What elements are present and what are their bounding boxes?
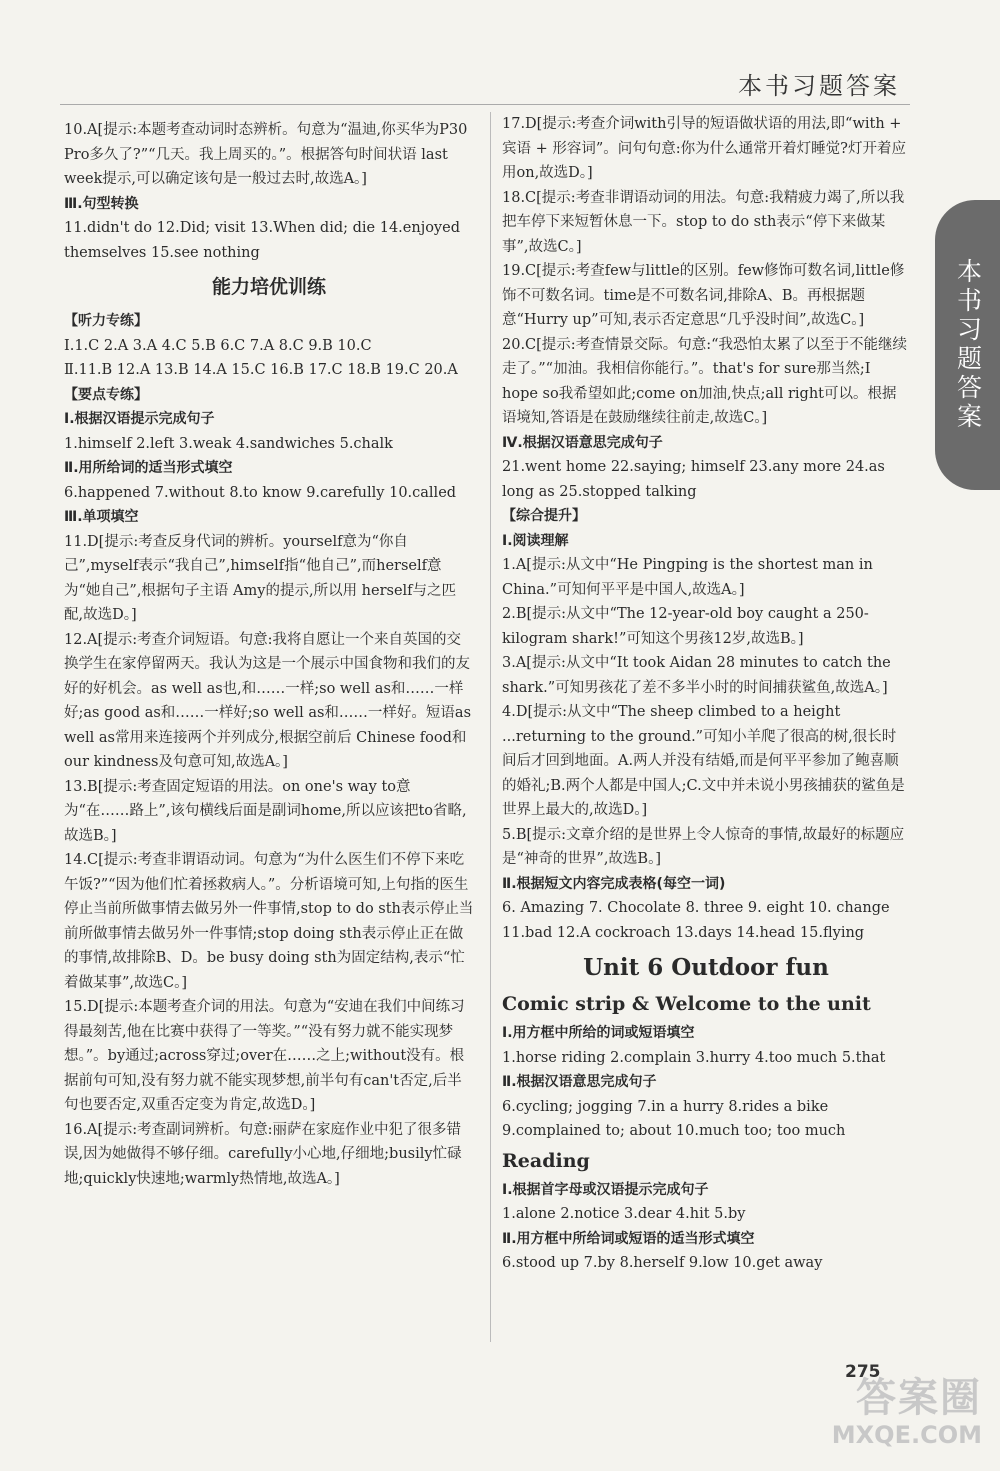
left-column	[64, 118, 474, 1191]
watermark-site: MXQE.COM	[831, 1421, 982, 1449]
section-heading: Ⅱ.用所给词的适当形式填空	[64, 460, 233, 476]
answer-text: 11.didn't do 12.Did; visit 13.When did; die 14.enjoyed themselves 15.see nothing	[64, 220, 460, 261]
answer-text: Ⅰ.1.C 2.A 3.A 4.C 5.B 6.C 7.A 8.C 9.B 10.C	[64, 337, 372, 354]
page-header-title: 本书习题答案	[738, 72, 900, 100]
answer-text: 6.cycling; jogging 7.in a hurry 8.rides a bike 9.complained to; about 10.much too; too much	[502, 1098, 846, 1139]
answer-text: 14.C[提示:考查非谓语动词。句意为“为什么医生们不停下来吃午饭?”“因为他们忙着拯救病人。”。分析语境可知,上句指的医生停止当前所做事情去做另外一件事情,stop to do sth表示停止当前所做事情去做另外一件事情;stop doing sth表示停止正在做的事情,故排除B、D。be busy doing sth为固定结构,表示“忙着做某事”,故选C。]	[64, 852, 474, 991]
subsection-title: Comic strip & Welcome to the unit	[502, 993, 871, 1015]
answer-text: 5.B[提示:文章介绍的是世界上令人惊奇的事情,故最好的标题应是“神奇的世界”,故选B。]	[502, 826, 905, 867]
answer-text: 1.horse riding 2.complain 3.hurry 4.too much 5.that	[502, 1049, 886, 1066]
answer-text: 15.D[提示:本题考查介词的用法。句意为“安迪在我们中间练习得最刻苦,他在比赛中获得了一等奖。”“没有努力就不能实现梦想。”。by通过;across穿过;over在……之上;without没有。根据前句可知,没有努力就不能实现梦想,前半句有can't否定,后半句也要否定,双重否定变为肯定,故选D。]	[64, 999, 465, 1113]
answer-text: 10.A[提示:本题考查动词时态辨析。句意为“温迪,你买华为P30 Pro多久了?”“几天。我上周买的。”。根据答句时间状语 last week提示,可以确定该句是一般过去时,故选A。]	[64, 122, 468, 187]
answer-text: 20.C[提示:考查情景交际。句意:“我恐怕太累了以至于不能继续走了。”“加油。我相信你能行。”。that's for sure那当然;I hope so我希望如此;come on加油,快点;all right可以。根据语境知,答语是在鼓励继续往前走,故选C。]	[502, 336, 907, 426]
section-heading: 【听力专练】	[64, 313, 148, 329]
answer-text: 17.D[提示:考查介词with引导的短语做状语的用法,即“with + 宾语 + 形容词”。问句句意:你为什么通常开着灯睡觉?灯开着应用on,故选D。]	[502, 116, 906, 181]
section-heading: 【要点专练】	[64, 386, 148, 403]
section-heading: Ⅰ.根据汉语提示完成句子	[64, 411, 215, 427]
answer-text: 3.A[提示:从文中“It took Aidan 28 minutes to catch the shark.”可知男孩花了差不多半小时的时间捕获鲨鱼,故选A。]	[502, 655, 891, 696]
answer-text: 13.B[提示:考查固定短语的用法。on one's way to意为“在……路上”,该句横线后面是副词home,所以应该把to省略,故选B。]	[64, 778, 467, 844]
watermark-logo: 答案圈	[856, 1375, 982, 1421]
section-title: 能力培优训练	[211, 276, 326, 298]
section-heading: 【综合提升】	[502, 508, 586, 524]
answer-text: 18.C[提示:考查非谓语动词的用法。句意:我精疲力竭了,所以我把车停下来短暂休息一下。stop to do sth表示“停下来做某事”,故选C。]	[502, 189, 905, 255]
watermark	[832, 1375, 982, 1449]
header-rule	[60, 104, 910, 105]
answer-text: 11.D[提示:考查反身代词的辨析。yourself意为“你自己”,myself表示“我自己”,himself指“他自己”,而herself意为“她自己”,根据句子主语 Amy的提示,所以用 herself与之匹配,故选D。]	[64, 533, 457, 623]
answer-text: 1.alone 2.notice 3.dear 4.hit 5.by	[502, 1206, 746, 1222]
unit-title: Unit 6 Outdoor fun	[583, 954, 829, 981]
subsection-title: Reading	[502, 1149, 590, 1172]
section-heading: Ⅲ.单项填空	[64, 509, 139, 525]
answer-text: 19.C[提示:考查few与little的区别。few修饰可数名词,little修饰不可数名词。time是不可数名词,排除A、B。再根据题意“Hurry up”可知,表示否定意思“几乎没时间”,故选C。]	[502, 263, 905, 328]
answer-text: 12.A[提示:考查介词短语。句意:我将自愿让一个来自英国的交换学生在家停留两天。我认为这是一个展示中国食物和我们的友好的好机会。as well as也,和……一样;so well as和……一样好;as good as和……一样好;so well as和……一样好。短语as well as常用来连接两个并列成分,根据空前后 Chinese food和 our kindness及句意可知,故选A。]	[64, 631, 472, 770]
answer-text: 16.A[提示:考查副词辨析。句意:丽萨在家庭作业中犯了很多错误,因为她做得不够仔细。carefully小心地,仔细地;busily忙碌地;quickly快速地;warmly热情地,故选A。]	[64, 1121, 462, 1187]
section-heading: Ⅰ.根据首字母或汉语提示完成句子	[502, 1181, 709, 1198]
section-heading: Ⅲ.句型转换	[64, 195, 139, 212]
section-heading: Ⅱ.根据短文内容完成表格(每空一词)	[502, 875, 726, 892]
answer-text: 4.D[提示:从文中“The sheep climbed to a height ...returning to the ground.”可知小羊爬了很高的树,很长时间后才回到地面。A.两人并没有结婚,而是何平平参加了鲍喜顺的婚礼;B.两个人都是中国人;C.文中并未说小男孩捕获的鲨鱼是世界上最大的,故选D。]	[502, 704, 905, 818]
section-heading: Ⅰ.用方框中所给的词或短语填空	[502, 1025, 695, 1041]
answer-text: 6.stood up 7.by 8.herself 9.low 10.get away	[502, 1255, 823, 1271]
answer-text: 1.himself 2.left 3.weak 4.sandwiches 5.chalk	[64, 435, 393, 452]
answer-text: 2.B[提示:从文中“The 12-year-old boy caught a 250-kilogram shark!”可知这个男孩12岁,故选B。]	[502, 606, 869, 647]
side-tab: 本书习题答案	[935, 200, 1000, 490]
page-number: 275	[845, 1362, 881, 1382]
section-heading: Ⅰ.阅读理解	[502, 532, 569, 549]
answer-text: 6. Amazing 7. Chocolate 8. three 9. eight 10. change 11.bad 12.A cockroach 13.days 14.head 15.flying	[502, 900, 890, 941]
answer-text: Ⅱ.11.B 12.A 13.B 14.A 15.C 16.B 17.C 18.B 19.C 20.A	[64, 362, 458, 378]
column-divider	[490, 112, 491, 1342]
answer-text: 21.went home 22.saying; himself 23.any more 24.as long as 25.stopped talking	[502, 459, 885, 500]
section-heading: Ⅱ.用方框中所给词或短语的适当形式填空	[502, 1230, 755, 1247]
answer-text: 6.happened 7.without 8.to know 9.carefully 10.called	[64, 484, 457, 501]
right-column	[502, 112, 910, 1276]
section-heading: Ⅱ.根据汉语意思完成句子	[502, 1074, 657, 1090]
section-heading: Ⅳ.根据汉语意思完成句子	[502, 434, 663, 451]
answer-text: 1.A[提示:从文中“He Pingping is the shortest man in China.”可知何平平是中国人,故选A。]	[502, 557, 873, 598]
